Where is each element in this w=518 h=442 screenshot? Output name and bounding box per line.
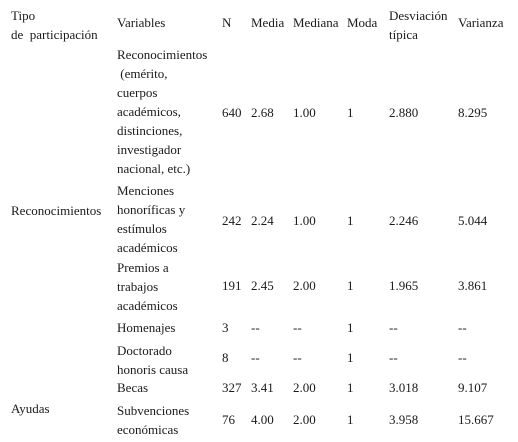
row-desviacion: 2.246 bbox=[389, 213, 419, 228]
row-n: 8 bbox=[222, 350, 229, 365]
row-moda: 1 bbox=[347, 350, 354, 365]
row-moda: 1 bbox=[347, 380, 354, 395]
header-mediana: Mediana bbox=[293, 15, 339, 30]
row-moda: 1 bbox=[347, 105, 354, 120]
row-moda: 1 bbox=[347, 278, 354, 293]
row-media: -- bbox=[251, 320, 260, 335]
row-varianza: 9.107 bbox=[458, 380, 488, 395]
row-variable: Reconocimientos (emérito, cuerpos académicos, distinciones, investigador nacional, etc.) bbox=[117, 47, 208, 176]
row-n: 640 bbox=[222, 105, 242, 120]
row-variable: Premios a trabajos académicos bbox=[117, 260, 178, 313]
row-variable: Homenajes bbox=[117, 320, 176, 335]
row-desviacion: 2.880 bbox=[389, 105, 419, 120]
row-varianza: -- bbox=[458, 320, 467, 335]
row-varianza: 3.861 bbox=[458, 278, 488, 293]
row-mediana: 2.00 bbox=[293, 412, 316, 427]
group-reconocimientos: Reconocimientos bbox=[11, 203, 102, 218]
row-mediana: 2.00 bbox=[293, 278, 316, 293]
row-desviacion: 3.018 bbox=[389, 380, 419, 395]
row-n: 76 bbox=[222, 412, 235, 427]
row-media: 3.41 bbox=[251, 380, 274, 395]
row-moda: 1 bbox=[347, 320, 354, 335]
row-varianza: 5.044 bbox=[458, 213, 488, 228]
row-media: 2.68 bbox=[251, 105, 274, 120]
row-varianza: 8.295 bbox=[458, 105, 488, 120]
row-variable: Doctorado honoris causa bbox=[117, 343, 189, 377]
row-n: 327 bbox=[222, 380, 242, 395]
row-mediana: -- bbox=[293, 350, 302, 365]
row-mediana: 2.00 bbox=[293, 380, 316, 395]
row-desviacion: 1.965 bbox=[389, 278, 419, 293]
header-moda: Moda bbox=[347, 15, 378, 30]
row-media: 4.00 bbox=[251, 412, 274, 427]
row-varianza: -- bbox=[458, 350, 467, 365]
row-media: 2.45 bbox=[251, 278, 274, 293]
row-mediana: 1.00 bbox=[293, 213, 316, 228]
header-tipo-participacion: Tipo de participación bbox=[11, 8, 98, 42]
row-desviacion: 3.958 bbox=[389, 412, 419, 427]
row-mediana: -- bbox=[293, 320, 302, 335]
row-moda: 1 bbox=[347, 412, 354, 427]
row-variable: Becas bbox=[117, 380, 149, 395]
row-desviacion: -- bbox=[389, 350, 398, 365]
row-media: -- bbox=[251, 350, 260, 365]
header-variables: Variables bbox=[117, 15, 166, 30]
group-ayudas: Ayudas bbox=[11, 401, 50, 416]
row-desviacion: -- bbox=[389, 320, 398, 335]
header-n: N bbox=[222, 15, 232, 30]
row-n: 242 bbox=[222, 213, 242, 228]
header-media: Media bbox=[251, 15, 285, 30]
row-media: 2.24 bbox=[251, 213, 274, 228]
header-desviacion-tipica: Desviación típica bbox=[389, 8, 448, 42]
row-moda: 1 bbox=[347, 213, 354, 228]
row-n: 191 bbox=[222, 278, 242, 293]
row-mediana: 1.00 bbox=[293, 105, 316, 120]
row-variable: Subvenciones económicas bbox=[117, 403, 190, 437]
row-n: 3 bbox=[222, 320, 229, 335]
row-variable: Menciones honoríficas y estímulos académicos bbox=[117, 183, 186, 255]
header-varianza: Varianza bbox=[458, 15, 504, 30]
row-varianza: 15.667 bbox=[458, 412, 494, 427]
